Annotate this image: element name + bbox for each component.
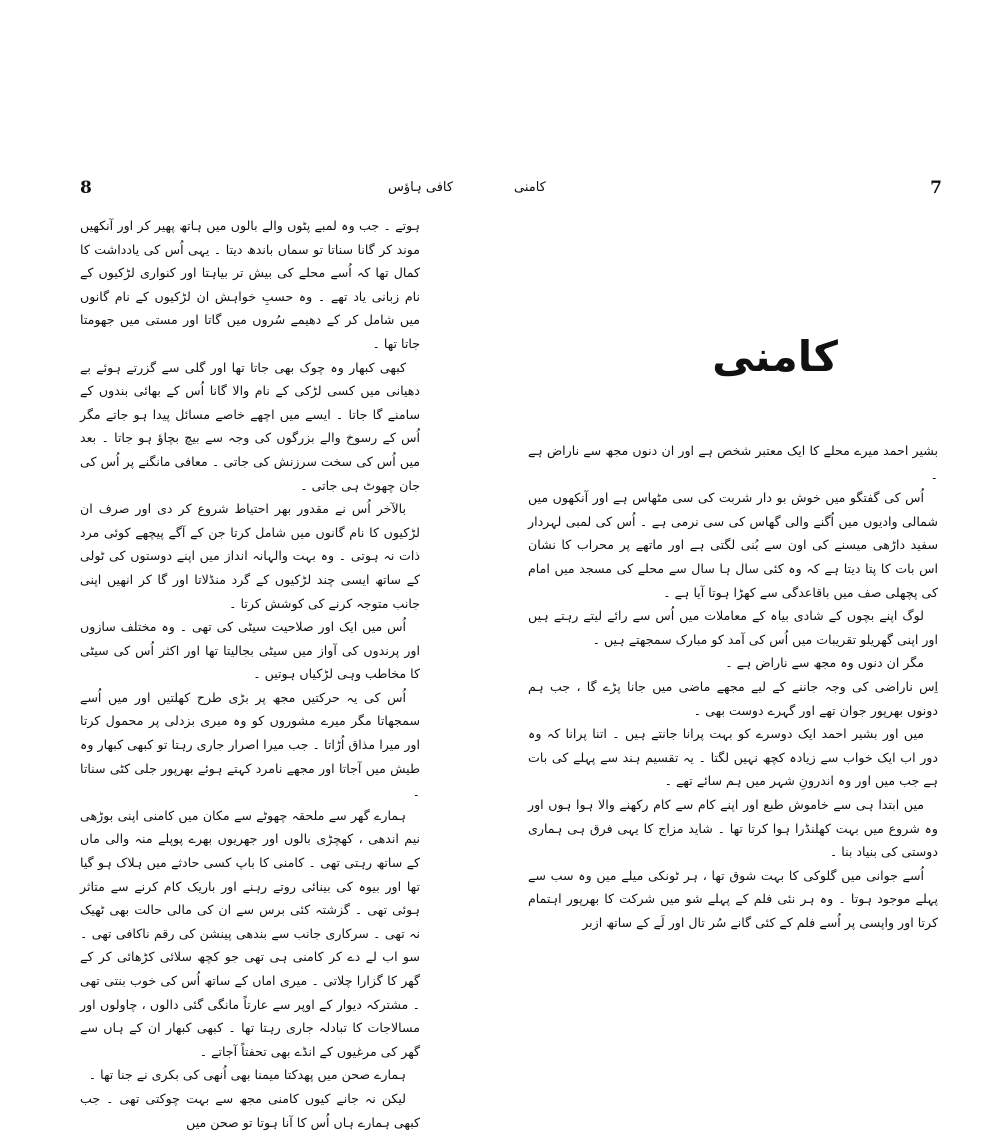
body-text (80, 214, 420, 1134)
paragraph: لیکن نہ جانے کیوں کامنی مجھ سے بہت چوکتی تھی ۔ جب کبھی ہمارے ہاں اُس کا آنا ہوتا تو صحن میں (80, 1090, 420, 1130)
paragraph: اُس کی گفتگو میں خوش بو دار شربت کی سی مٹھاس ہے اور آنکھوں میں شمالی وادیوں میں اُگنے والی گھاس کی سی نرمی ہے ۔ اُس کی لمبی لہردار سفید داڑھی میسنے کی اون سے بُنی لگتی ہے اور ماتھے پر محراب کا نشان اس بات کا پتا دیتا ہے کہ وہ کئی سال ہا سال سے محلے کی مسجد میں امام کی پچھلی صف میں باقاعدگی سے کھڑا ہوتا آیا ہے ۔ (528, 490, 938, 600)
paragraph: اِس ناراضی کی وجہ جاننے کے لیے مجھے ماضی میں جانا پڑے گا ، جب ہم دونوں بھرپور جوان تھے اور گہرے دوست بھی ۔ (528, 678, 938, 718)
paragraph: بشیر احمد میرے محلے کا ایک معتبر شخص ہے اور ان دنوں مجھ سے ناراض ہے ۔ (528, 443, 938, 482)
paragraph: کبھی کبھار وہ چوک بھی جاتا تھا اور گلی سے گزرتے ہوئے بے دھیانی میں کسی لڑکی کے نام والا گانا اُس کے بھائی بندوں کے سامنے گا جاتا ۔ ایسے میں اچھے خاصے مسائل پیدا ہو جاتے مگر اُس کے رسوخ والے بزرگوں کی وجہ سے بیچ بچاؤ ہو جاتا ۔ بعد میں اُس کی سخت سرزنش کی جاتی ۔ معافی مانگنے پر اُس کی جان چھوٹ ہی جاتی ۔ (80, 359, 420, 493)
paragraph: اُسے جوانی میں گلوکی کا بہت شوق تھا ، ہر ٹونکی میلے میں وہ سب سے پہلے موجود ہوتا ۔ وہ ہر نئی فلم کے پہلے شو میں شرکت کا بھرپور اہتمام کرتا اور واپسی پر اُسے فلم کے کئی گانے سُر تال اور لَے کے ساتھ ازبر (528, 867, 938, 930)
page-number: 7 (930, 178, 942, 198)
paragraph: ہمارے صحن میں پھدکتا میمنا بھی اُنھی کی بکری نے جنا تھا ۔ (88, 1067, 406, 1083)
page-number: 8 (80, 178, 92, 198)
paragraph: میں اور بشیر احمد ایک دوسرے کو بہت پرانا جانتے ہیں ۔ اتنا پرانا کہ وہ دور اب ایک خواب سے زیادہ کچھ نہیں لگتا ۔ یہ تقسیم ہند سے پہلے کی بات ہے جب میں اور وہ اندرونِ شہر میں ہم سائے تھے ۔ (528, 726, 938, 789)
right-page (500, 0, 1000, 1000)
body-text (528, 439, 938, 934)
running-head: کافی ہاؤس (388, 180, 454, 195)
paragraph: میں ابتدا ہی سے خاموش طبع اور اپنے کام سے کام رکھنے والا ہوا ہوں اور وہ شروع میں بہت کھلنڈرا ہوا کرتا تھا ۔ شاید مزاج کا یہی فرق ہی ہماری دوستی کی بنیاد بنا ۔ (528, 796, 938, 860)
paragraph: اُس کی یہ حرکتیں مجھ پر بڑی طرح کھلتیں اور میں اُسے سمجھاتا مگر میرے مشوروں کو وہ میری بزدلی پر محمول کرتا اور میرا مذاق اُڑاتا ۔ جب میرا اصرار جاری رہتا تو کبھی کبھار وہ طیش میں آجاتا اور مجھے نامرد کہتے ہوئے بھرپور جلی کٹی سناتا ۔ (80, 689, 420, 800)
chapter-title: کامنی (712, 332, 838, 381)
running-head: کامنی (514, 180, 546, 195)
paragraph: مگر ان دنوں وہ مجھ سے ناراض ہے ۔ (725, 655, 924, 671)
paragraph: لوگ اپنے بچوں کے شادی بیاہ کے معاملات میں اُس سے رائے لیتے رہتے ہیں اور اپنی گھریلو تقریبات میں اُس کی آمد کو مبارک سمجھتے ہیں ۔ (528, 608, 938, 647)
paragraph: ہمارے گھر سے ملحقہ چھوٹے سے مکان میں کامنی اپنی بوڑھی نیم اندھی ، کھچڑی بالوں اور جھریوں بھرے پوپلے منہ والی ماں کے ساتھ رہتی تھی ۔ کامنی کا باپ کسی حادثے میں ہلاک ہو گیا تھا اور بیوہ کی بینائی روتے رہنے اور باریک کام کرنے سے متاثر ہوئی تھی ۔ گزشتہ کئی برس سے ان کی مالی حالت بھی ٹھیک نہ تھی ۔ سرکاری جانب سے بندھی پینشن کی رقم ناکافی تھی ۔ سو اب لے دے کر کامنی ہی تھی جو کچھ سلائی کڑھائی کر کے گھر کا گزارا چلاتی ۔ میری اماں کے ساتھ اُس کی خوب بنتی تھی ۔ مشترکہ دیوار کے اوپر سے عارتاً مانگی گئی دالوں ، چاولوں اور مسالاجات کا تبادلہ جاری رہتا تھا ۔ کبھی کبھار ان کے ہاں سے گھر کی مرغیوں کے انڈے بھی تحفتاً آجاتے ۔ (80, 807, 420, 1059)
paragraph: اُس میں ایک اور صلاحیت سیٹی کی تھی ۔ وہ مختلف سازوں اور پرندوں کی آواز میں سیٹی بجالیتا تھا اور اکثر اُس کی سیٹی کا مخاطب وہی لڑکیاں ہوتیں ۔ (80, 619, 420, 682)
paragraph: بالآخر اُس نے مقدور بھر احتیاط شروع کر دی اور صرف ان لڑکیوں کا نام گانوں میں شامل کرتا جن کے آگے پیچھے کوئی مرد ذات نہ ہوتی ۔ وہ بہت والہانہ انداز میں اپنے دوستوں کی ٹولی کے ساتھ ایسی چند لڑکیوں کے گرد منڈلاتا اور گا کر انھیں اپنی جانب متوجہ کرنے کی کوشش کرتا ۔ (80, 501, 420, 611)
paragraph: ہوتے ۔ جب وہ لمبے پٹوں والے بالوں میں ہاتھ پھیر کر اور آنکھیں موند کر گانا سناتا تو سماں باندھ دیتا ۔ یہی اُس کی یادداشت کا کمال تھا کہ اُسے محلے کی بیش تر بیاہتا اور کنواری لڑکیوں کے نام زبانی یاد تھے ۔ وہ حسبِ خواہش ان لڑکیوں کے نام گانوں میں شامل کر کے دھیمے سُروں میں گاتا اور مستی میں جھومتا جاتا تھا ۔ (80, 218, 420, 351)
left-page (0, 0, 500, 1130)
